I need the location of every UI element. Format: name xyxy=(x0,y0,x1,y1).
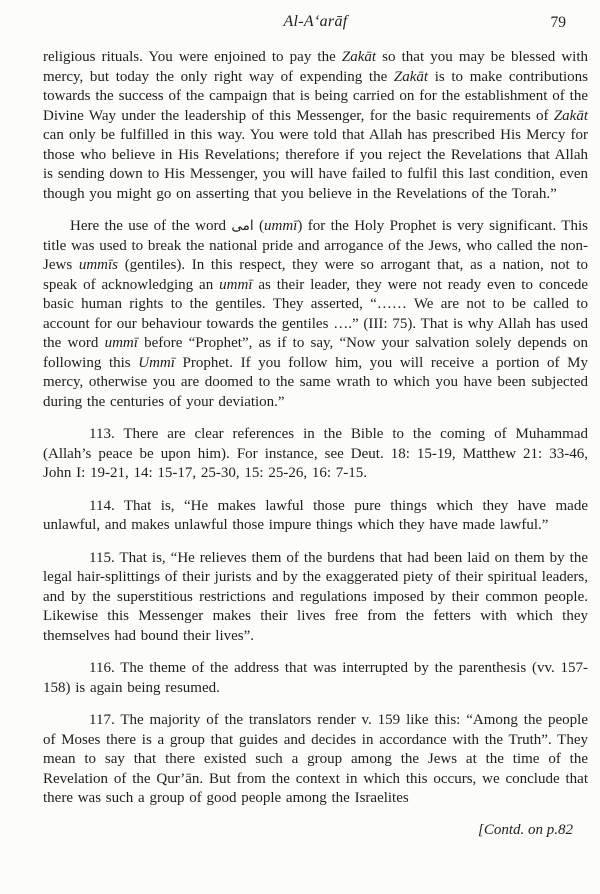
text-segment: can only be fulfilled in this way. You were told that Allah has prescribed His Mercy for those who believe in His Revelations; therefore if you reject the Revelations that Allah is sending down to His Messenger, you will have failed to fulfil this last condition, even though you might go on asserting that you believe in the Revelations of the Torah.” xyxy=(43,127,588,202)
italic-term: ummī xyxy=(219,276,253,293)
text-segment: before “Prophet”, as if to say, “Now your salvation solely depends on following this xyxy=(43,335,588,371)
text-segment: ) for the Holy Prophet is very significant. This title was used to break the national pride and arrogance of the Jews, who called the non-Jews xyxy=(43,218,588,273)
continuation-note: [Contd. on p.82 xyxy=(477,821,573,838)
italic-term: ummī xyxy=(104,335,138,351)
paragraph xyxy=(43,711,588,809)
text-segment: ( xyxy=(253,218,264,234)
text-segment: Prophet. If you follow him, you will receive a portion of My mercy, otherwise you are doomed to the same wrath to which you have been subjected during the centuries of your deviation.” xyxy=(43,354,588,410)
text-segment: (gentiles). In this respect, they were so arrogant that, as a nation, not to speak of acknowledging an xyxy=(43,257,588,293)
italic-term: Ummī xyxy=(138,354,175,371)
paragraph xyxy=(43,217,588,412)
page-body xyxy=(43,48,588,809)
text-segment: 116. The theme of the address that was interrupted by the parenthesis (vv. 157-158) is again being resumed. xyxy=(43,660,588,696)
paragraph xyxy=(43,48,588,204)
paragraph xyxy=(43,497,588,536)
text-segment: 114. That is, “He makes lawful those pure things which they have made unlawful, and makes unlawful those impure things which they have made lawful.” xyxy=(43,497,588,533)
paragraph xyxy=(43,425,588,484)
italic-term: Zakāt xyxy=(553,107,588,124)
text-segment: religious rituals. You were enjoined to pay the xyxy=(43,49,342,65)
arabic-word: امی xyxy=(231,218,254,234)
text-segment: is to make contributions towards the success of the campaign that is being carried on for the establishment of the Divine Way under the leadership of this Messenger, for the basic requirements of xyxy=(43,68,588,124)
text-segment: 117. The majority of the translators render v. 159 like this: “Among the people of Moses there is a group that guides and decides in accordance with the Truth”. They mean to say that there existed such a group among the Jews at the time of the Revelation of the Qur’ān. But from the context in which this occurs, we conclude that there was such a group of good people among the Israelites xyxy=(43,712,588,806)
paragraph xyxy=(43,659,588,698)
text-segment: 113. There are clear references in the Bible to the coming of Muhammad (Allah’s peace be upon him). For instance, see Deut. 18: 15-19, Matthew 21: 33-46, John I: 19-21, 14: 15-17, 25-30, 15: 25-26, 16: 7-15. xyxy=(43,426,588,481)
text-segment: as their leader, they were not ready even to concede basic human rights to the gentiles. They asserted, “…… We are not to be called to account for our behaviour towards the gentiles ….” (III: 75). That is why Allah has used the word xyxy=(43,276,588,351)
text-segment: 115. That is, “He relieves them of the burdens that had been laid on them by the legal hair-splittings of their jurists and by the exaggerated piety of their spiritual leaders, and by the superstitious restrictions and regulations imposed by their common people. Likewise this Messenger makes their lives free from the fetters with which they themselves had bound their lives”. xyxy=(43,549,588,644)
page-footer xyxy=(43,822,588,839)
italic-term: ummī xyxy=(264,218,298,234)
chapter-title: Al-A‘arāf xyxy=(283,13,348,30)
italic-term: ummīs xyxy=(78,257,119,273)
italic-term: Zakāt xyxy=(341,49,377,65)
text-segment: Here the use of the word xyxy=(70,218,232,234)
page-header xyxy=(43,13,588,35)
page-number: 79 xyxy=(550,14,566,31)
text-segment: so that you may be blessed with mercy, but today the only right way of expending the xyxy=(43,49,588,85)
paragraph xyxy=(43,549,588,647)
italic-term: Zakāt xyxy=(393,68,429,85)
